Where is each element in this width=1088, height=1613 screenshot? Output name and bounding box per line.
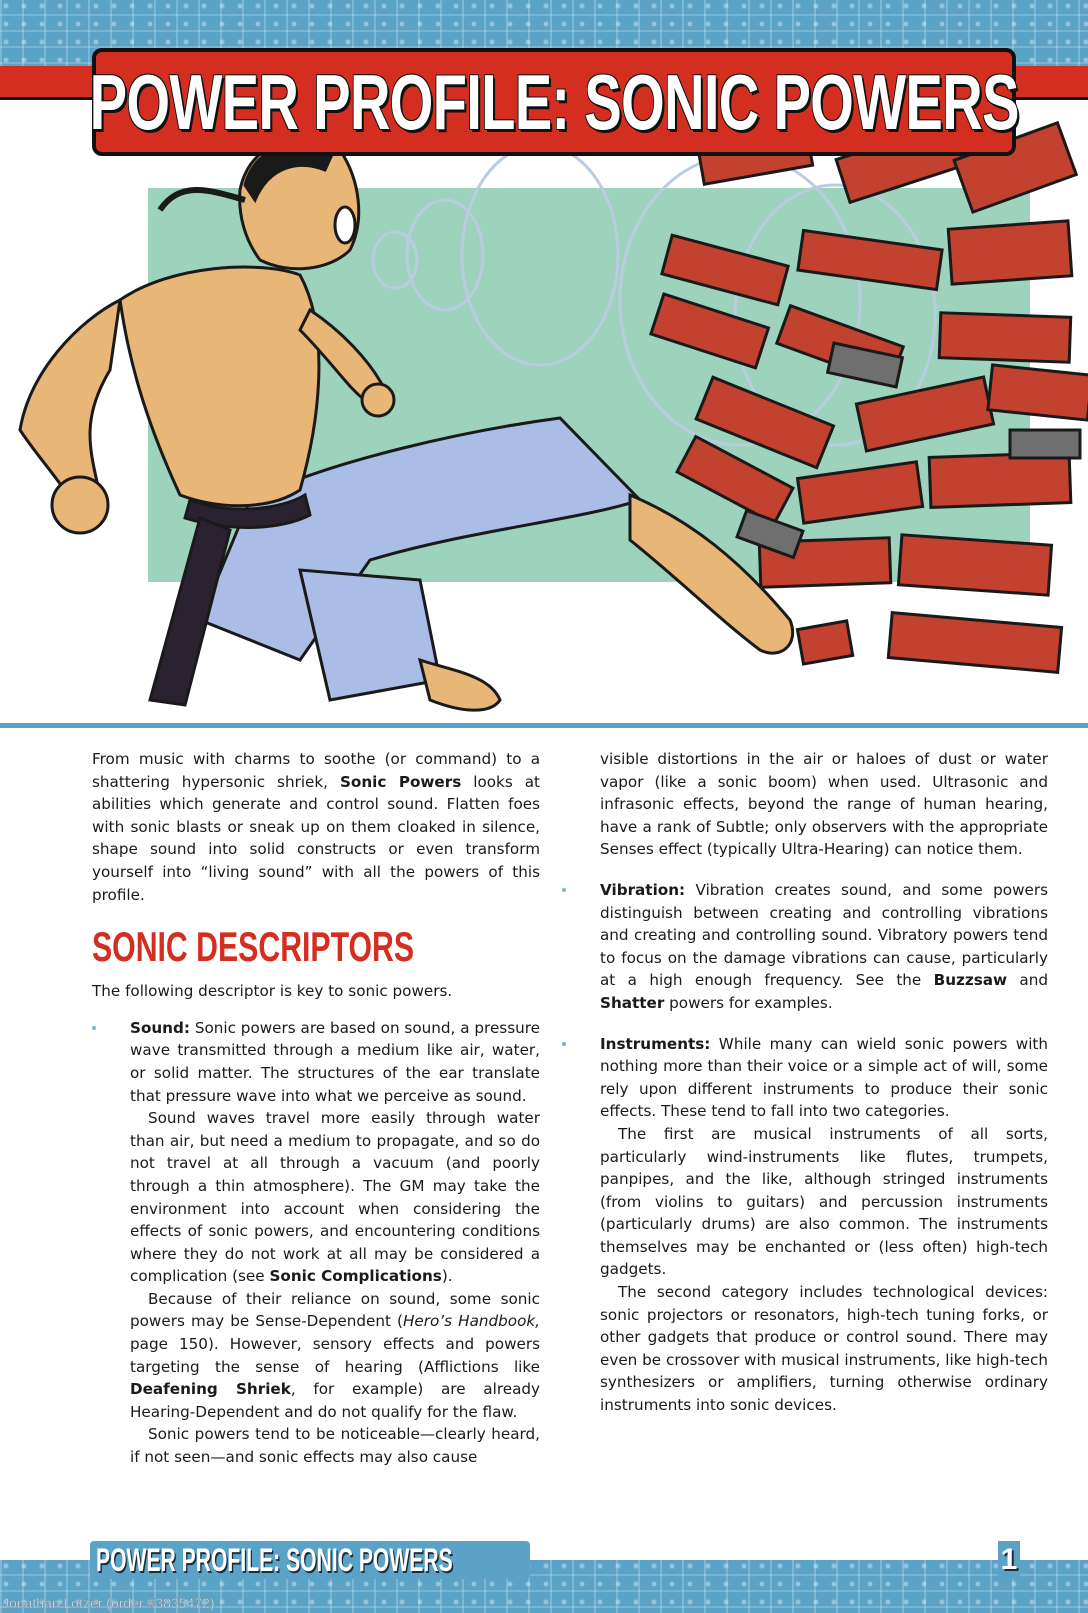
- descriptor-item-instruments: Instruments: While many can wield sonic powers with nothing more than their voice or a simple act of will, some rely upon different instruments to produce their sonic effects. These tend to fall into two categories. The first are musical instruments of all sorts, particularly wind-instruments like flutes, trumpets, panpipes, and the like, although stringed instruments (from violins to guitars) and percussion instruments (particularly drums) are also common. The instruments themselves may be enchanted or (less often) high-tech gadgets. The second category includes technological devices: sonic projectors or resonators, high-tech tuning forks, or other gadgets that produce or control sound. There may even be crossover with musical instruments, like high-tech synthesizers or amplifiers, turning otherwise ordinary instruments into sonic devices.: [562, 1033, 1048, 1417]
- sonic-complications-ref: Sonic Complications: [269, 1267, 442, 1286]
- hero-illustration: [0, 100, 1088, 723]
- section-lead: The following descriptor is key to sonic powers.: [92, 982, 453, 1001]
- page-number: 1: [998, 1541, 1020, 1579]
- buzzsaw-ref: Buzzsaw: [933, 971, 1008, 990]
- page-title: POWER PROFILE: SONIC POWERS: [89, 58, 1019, 146]
- order-watermark: Jonathan Lotzer (order #3835472): [2, 1595, 215, 1611]
- sonic-kick-artwork: [0, 100, 1088, 723]
- text-column-right: [600, 748, 1048, 1435]
- text-column-left: [92, 748, 540, 1487]
- heros-handbook-ref: Hero’s Handbook,: [402, 1312, 540, 1331]
- section-divider: [0, 723, 1088, 728]
- sound-continued-paragraph: visible distortions in the air or haloes of dust or water vapor (like a sonic boom) when used. Ultrasonic and infrasonic effects, beyond the range of human hearing, have a rank of Subtle; only observers with the appropriate Senses effect (typically Ultra-Hearing) can notice them.: [600, 750, 1048, 859]
- martial-artist-figure: [20, 140, 793, 710]
- shatter-ref: Shatter: [600, 993, 665, 1012]
- bullet-dot-icon: [562, 888, 566, 892]
- deafening-shriek-ref: Deafening Shriek: [130, 1380, 291, 1399]
- bullet-dot-icon: [562, 1042, 566, 1046]
- sonic-powers-term: Sonic Powers: [339, 772, 462, 791]
- descriptor-item-sound: Sound: Sonic powers are based on sound, a pressure wave transmitted through a medium like air, water, or solid matter. The structures of the ear translate that pressure wave into what we perceive as sound. Sound waves travel more easily through water than air, but need a medium to propagate, and so do not travel at all through a vacuum (and poorly through a thin atmosphere). The GM may take the environment into account when considering the effects of sonic powers, and encountering conditions where they do not work at all may be considered a complication (see Sonic Complications). Because of their reliance on sound, some sonic powers may be Sense-Dependent (Hero’s Handbook, page 150). However, sensory effects and powers targeting the sense of hearing (Afflictions like Deafening Shriek, for example) are already Hearing-Dependent and do not qualify for the flaw. Sonic powers tend to be noticeable—clearly heard, if not seen—and sonic effects may also cause: [92, 1017, 540, 1469]
- descriptor-term: Sound:: [130, 1018, 190, 1037]
- descriptor-term: Vibration:: [600, 880, 686, 899]
- descriptor-item-vibration: Vibration: Vibration creates sound, and some powers distinguish between creating and controlling vibrations and creating and controlling sound. Vibratory powers tend to focus on the damage vibrations can cause, particularly at a high enough frequency. See the Buzzsaw and Shatter powers for examples.: [562, 879, 1048, 1015]
- descriptor-term: Instruments:: [600, 1034, 711, 1053]
- running-title-tab: [90, 1541, 530, 1579]
- bullet-dot-icon: [92, 1026, 96, 1030]
- section-heading-sonic-descriptors: SONIC DESCRIPTORS: [92, 923, 415, 971]
- page-title-plate: [89, 48, 1019, 156]
- intro-paragraph: From music with charms to soothe (or command) to a shattering hypersonic shriek, Sonic Powers looks at abilities which generate and control sound. Flatten foes with sonic blasts or sneak up on them cloaked in silence, shape sound into solid constructs or even transform yourself into “living sound” with all the powers of this profile.: [92, 750, 540, 904]
- running-title: POWER PROFILE: SONIC POWERS: [96, 1542, 453, 1578]
